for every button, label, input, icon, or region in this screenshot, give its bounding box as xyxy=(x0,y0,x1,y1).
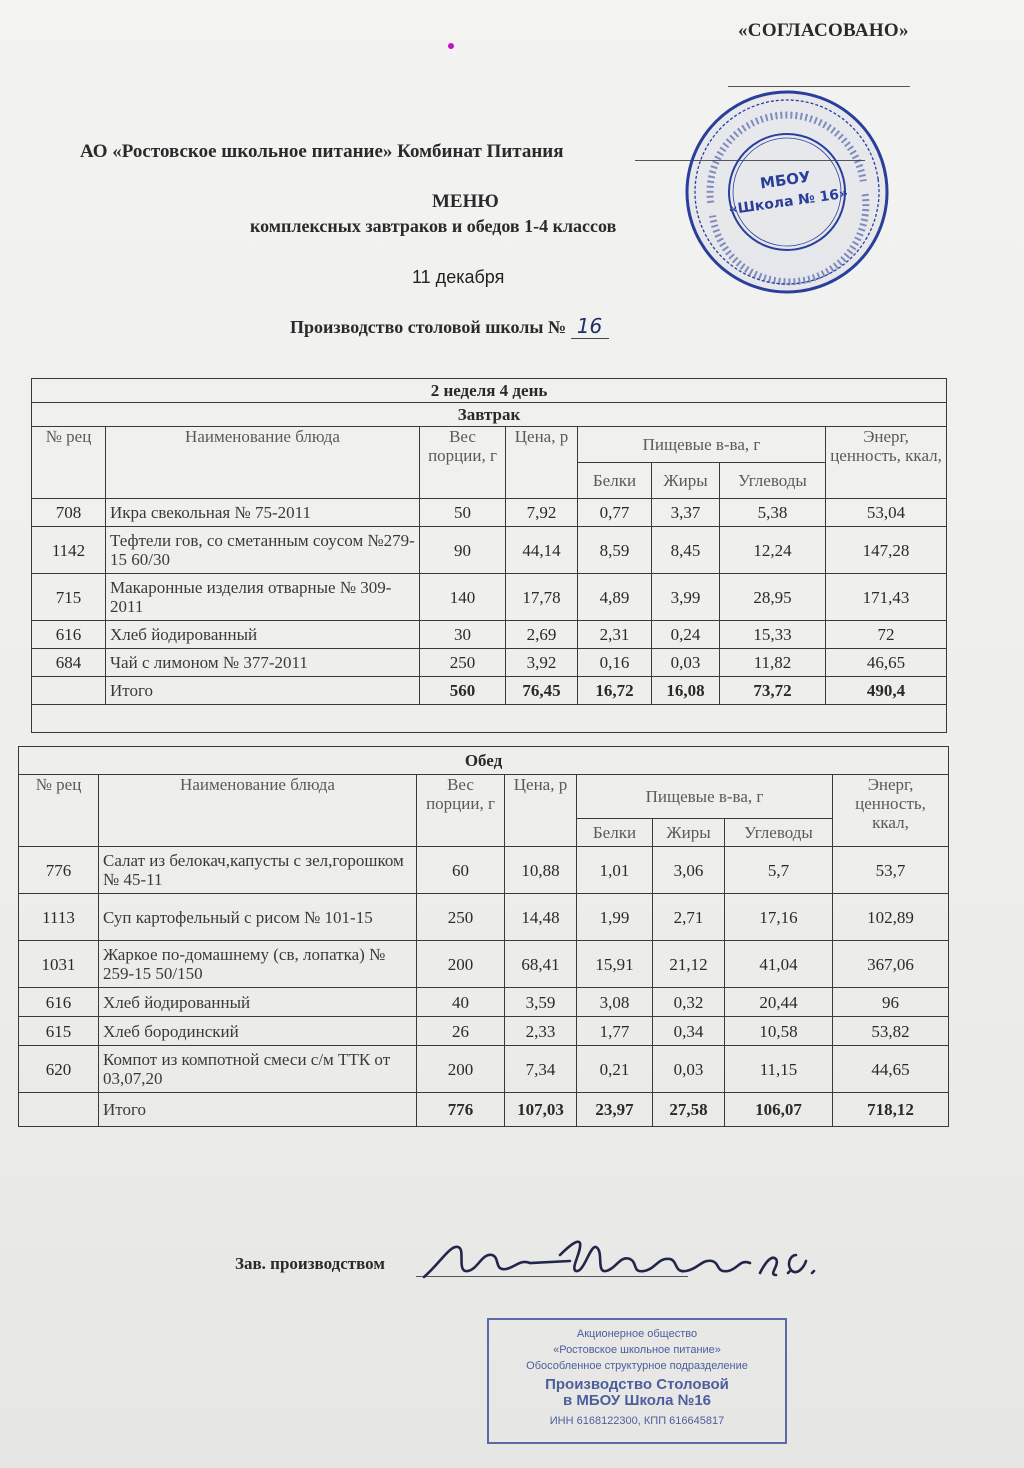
col-name: Наименование блюда xyxy=(106,427,420,499)
dish-fats: 0,34 xyxy=(653,1017,725,1046)
dish-weight: 50 xyxy=(420,499,506,527)
total-label: Итого xyxy=(99,1093,417,1127)
dish-name: Тефтели гов, со сметанным соусом №279-15 60/30 xyxy=(106,527,420,574)
dish-energy: 44,65 xyxy=(833,1046,949,1093)
dish-fats: 0,24 xyxy=(652,621,720,649)
stamp-line: Акционерное общество xyxy=(576,1328,698,1340)
total-price: 76,45 xyxy=(506,677,578,705)
total-label: Итого xyxy=(106,677,420,705)
dish-proteins: 4,89 xyxy=(578,574,652,621)
total-fats: 16,08 xyxy=(652,677,720,705)
dish-fats: 0,32 xyxy=(653,988,725,1017)
dish-proteins: 8,59 xyxy=(578,527,652,574)
col-nutrients: Пищевые в-ва, г xyxy=(577,775,833,819)
dish-name: Макаронные изделия отварные № 309-2011 xyxy=(106,574,420,621)
dish-carbs: 41,04 xyxy=(725,941,833,988)
total-row xyxy=(19,1093,949,1127)
col-carbs: Углеводы xyxy=(720,463,826,499)
col-fats: Жиры xyxy=(652,463,720,499)
dish-fats: 2,71 xyxy=(653,894,725,941)
production-line xyxy=(290,314,609,339)
production-label: Производство столовой школы № xyxy=(290,317,567,337)
dish-fats: 0,03 xyxy=(653,1046,725,1093)
dish-fats: 0,03 xyxy=(652,649,720,677)
approved-label: «СОГЛАСОВАНО» xyxy=(738,20,909,41)
col-name: Наименование блюда xyxy=(99,775,417,847)
dish-proteins: 1,01 xyxy=(577,847,653,894)
total-price: 107,03 xyxy=(505,1093,577,1127)
day-title: 2 неделя 4 день xyxy=(32,379,947,403)
dish-carbs: 5,7 xyxy=(725,847,833,894)
dish-energy: 53,04 xyxy=(826,499,947,527)
rec-number: 1031 xyxy=(19,941,99,988)
dish-weight: 60 xyxy=(417,847,505,894)
rec-number: 616 xyxy=(19,988,99,1017)
dish-fats: 3,37 xyxy=(652,499,720,527)
table-row xyxy=(19,1046,949,1093)
dish-name: Хлеб йодированный xyxy=(99,988,417,1017)
dish-carbs: 15,33 xyxy=(720,621,826,649)
dish-proteins: 1,99 xyxy=(577,894,653,941)
total-energy: 490,4 xyxy=(826,677,947,705)
dish-weight: 26 xyxy=(417,1017,505,1046)
round-stamp xyxy=(680,85,895,300)
table-row xyxy=(19,988,949,1017)
dish-price: 3,92 xyxy=(506,649,578,677)
dish-fats: 3,06 xyxy=(653,847,725,894)
menu-date: 11 декабря xyxy=(412,267,505,287)
dish-proteins: 0,77 xyxy=(578,499,652,527)
stamp-line: в МБОУ Школа №16 xyxy=(562,1392,712,1409)
dish-price: 7,92 xyxy=(506,499,578,527)
dish-name: Чай с лимоном № 377-2011 xyxy=(106,649,420,677)
total-weight: 776 xyxy=(417,1093,505,1127)
dish-energy: 102,89 xyxy=(833,894,949,941)
dish-carbs: 28,95 xyxy=(720,574,826,621)
stamp-line: ИНН 6168122300, КПП 616645817 xyxy=(549,1415,725,1427)
total-row xyxy=(32,677,947,705)
rec-number: 708 xyxy=(32,499,106,527)
total-weight: 560 xyxy=(420,677,506,705)
rec-number: 715 xyxy=(32,574,106,621)
dish-carbs: 11,82 xyxy=(720,649,826,677)
dish-fats: 8,45 xyxy=(652,527,720,574)
dish-price: 17,78 xyxy=(506,574,578,621)
dish-price: 10,88 xyxy=(505,847,577,894)
dish-price: 44,14 xyxy=(506,527,578,574)
dish-energy: 53,7 xyxy=(833,847,949,894)
total-energy: 718,12 xyxy=(833,1093,949,1127)
total-carbs: 106,07 xyxy=(725,1093,833,1127)
dish-name: Хлеб йодированный xyxy=(106,621,420,649)
table-row xyxy=(19,1017,949,1046)
dish-name: Компот из компотной смеси с/м ТТК от 03,07,20 xyxy=(99,1046,417,1093)
table-row xyxy=(32,574,947,621)
col-carbs: Углеводы xyxy=(725,819,833,847)
col-weight: Вес порции, г xyxy=(417,775,505,847)
manager-label: Зав. производством xyxy=(235,1254,385,1273)
col-price: Цена, р xyxy=(505,775,577,847)
dish-energy: 72 xyxy=(826,621,947,649)
dish-carbs: 20,44 xyxy=(725,988,833,1017)
dish-energy: 96 xyxy=(833,988,949,1017)
col-proteins: Белки xyxy=(578,463,652,499)
total-proteins: 23,97 xyxy=(577,1093,653,1127)
total-fats: 27,58 xyxy=(653,1093,725,1127)
rec-number: 615 xyxy=(19,1017,99,1046)
dish-weight: 40 xyxy=(417,988,505,1017)
dish-proteins: 2,31 xyxy=(578,621,652,649)
dish-price: 3,59 xyxy=(505,988,577,1017)
table-row xyxy=(19,847,949,894)
handwritten-signature xyxy=(420,1225,840,1295)
breakfast-title: Завтрак xyxy=(32,403,947,427)
col-energy: Энерг, ценность, ккал, xyxy=(826,427,947,499)
col-rec: № рец xyxy=(19,775,99,847)
dish-carbs: 17,16 xyxy=(725,894,833,941)
dish-proteins: 3,08 xyxy=(577,988,653,1017)
dish-energy: 53,82 xyxy=(833,1017,949,1046)
dish-price: 2,69 xyxy=(506,621,578,649)
col-price: Цена, р xyxy=(506,427,578,499)
dish-fats: 21,12 xyxy=(653,941,725,988)
dish-weight: 200 xyxy=(417,941,505,988)
dish-proteins: 15,91 xyxy=(577,941,653,988)
col-fats: Жиры xyxy=(653,819,725,847)
dish-name: Салат из белокач,капусты с зел,горошком № 45-11 xyxy=(99,847,417,894)
dish-proteins: 1,77 xyxy=(577,1017,653,1046)
dish-price: 7,34 xyxy=(505,1046,577,1093)
dish-name: Жаркое по-домашнему (св, лопатка) № 259-15 50/150 xyxy=(99,941,417,988)
dish-weight: 250 xyxy=(417,894,505,941)
rec-number: 1142 xyxy=(32,527,106,574)
dish-weight: 90 xyxy=(420,527,506,574)
stamp-line: «Ростовское школьное питание» xyxy=(553,1344,721,1356)
table-row xyxy=(32,649,947,677)
stamp-center-line2: «Школа № 16» xyxy=(727,185,850,219)
table-row xyxy=(32,621,947,649)
dish-proteins: 0,16 xyxy=(578,649,652,677)
col-proteins: Белки xyxy=(577,819,653,847)
dish-weight: 250 xyxy=(420,649,506,677)
stamp-center-line1: МБОУ xyxy=(758,167,812,193)
dish-weight: 30 xyxy=(420,621,506,649)
dish-name: Хлеб бородинский xyxy=(99,1017,417,1046)
dish-price: 2,33 xyxy=(505,1017,577,1046)
col-weight: Вес порции, г xyxy=(420,427,506,499)
table-row xyxy=(19,894,949,941)
col-energy: Энерг, ценность, ккал, xyxy=(833,775,949,847)
lunch-table xyxy=(18,746,949,1127)
dish-fats: 3,99 xyxy=(652,574,720,621)
dish-proteins: 0,21 xyxy=(577,1046,653,1093)
rectangular-stamp xyxy=(487,1318,787,1444)
col-nutrients: Пищевые в-ва, г xyxy=(578,427,826,463)
dish-price: 68,41 xyxy=(505,941,577,988)
dish-name: Икра свекольная № 75-2011 xyxy=(106,499,420,527)
menu-title: МЕНЮ xyxy=(432,191,499,212)
dish-carbs: 12,24 xyxy=(720,527,826,574)
dish-energy: 46,65 xyxy=(826,649,947,677)
col-rec: № рец xyxy=(32,427,106,499)
dish-price: 14,48 xyxy=(505,894,577,941)
dish-carbs: 5,38 xyxy=(720,499,826,527)
rec-number: 1113 xyxy=(19,894,99,941)
dish-energy: 171,43 xyxy=(826,574,947,621)
total-carbs: 73,72 xyxy=(720,677,826,705)
dish-weight: 140 xyxy=(420,574,506,621)
dish-name: Суп картофельный с рисом № 101-15 xyxy=(99,894,417,941)
rec-number: 616 xyxy=(32,621,106,649)
stamp-line: Обособленное структурное подразделение xyxy=(526,1360,748,1372)
spacer-row xyxy=(32,705,947,733)
dish-weight: 200 xyxy=(417,1046,505,1093)
dish-energy: 367,06 xyxy=(833,941,949,988)
breakfast-table xyxy=(31,378,947,733)
organization-name: АО «Ростовское школьное питание» Комбинат Питания xyxy=(80,141,564,162)
menu-subtitle: комплексных завтраков и обедов 1-4 классов xyxy=(250,216,617,236)
table-row xyxy=(32,527,947,574)
school-number: 16 xyxy=(571,314,609,339)
dish-energy: 147,28 xyxy=(826,527,947,574)
dish-carbs: 11,15 xyxy=(725,1046,833,1093)
lunch-title: Обед xyxy=(19,747,949,775)
total-proteins: 16,72 xyxy=(578,677,652,705)
rec-number: 776 xyxy=(19,847,99,894)
pink-dot-mark xyxy=(448,43,454,49)
rec-number: 620 xyxy=(19,1046,99,1093)
table-row xyxy=(19,941,949,988)
rec-number: 684 xyxy=(32,649,106,677)
table-row xyxy=(32,499,947,527)
stamp-line: Производство Столовой xyxy=(545,1376,729,1393)
dish-carbs: 10,58 xyxy=(725,1017,833,1046)
